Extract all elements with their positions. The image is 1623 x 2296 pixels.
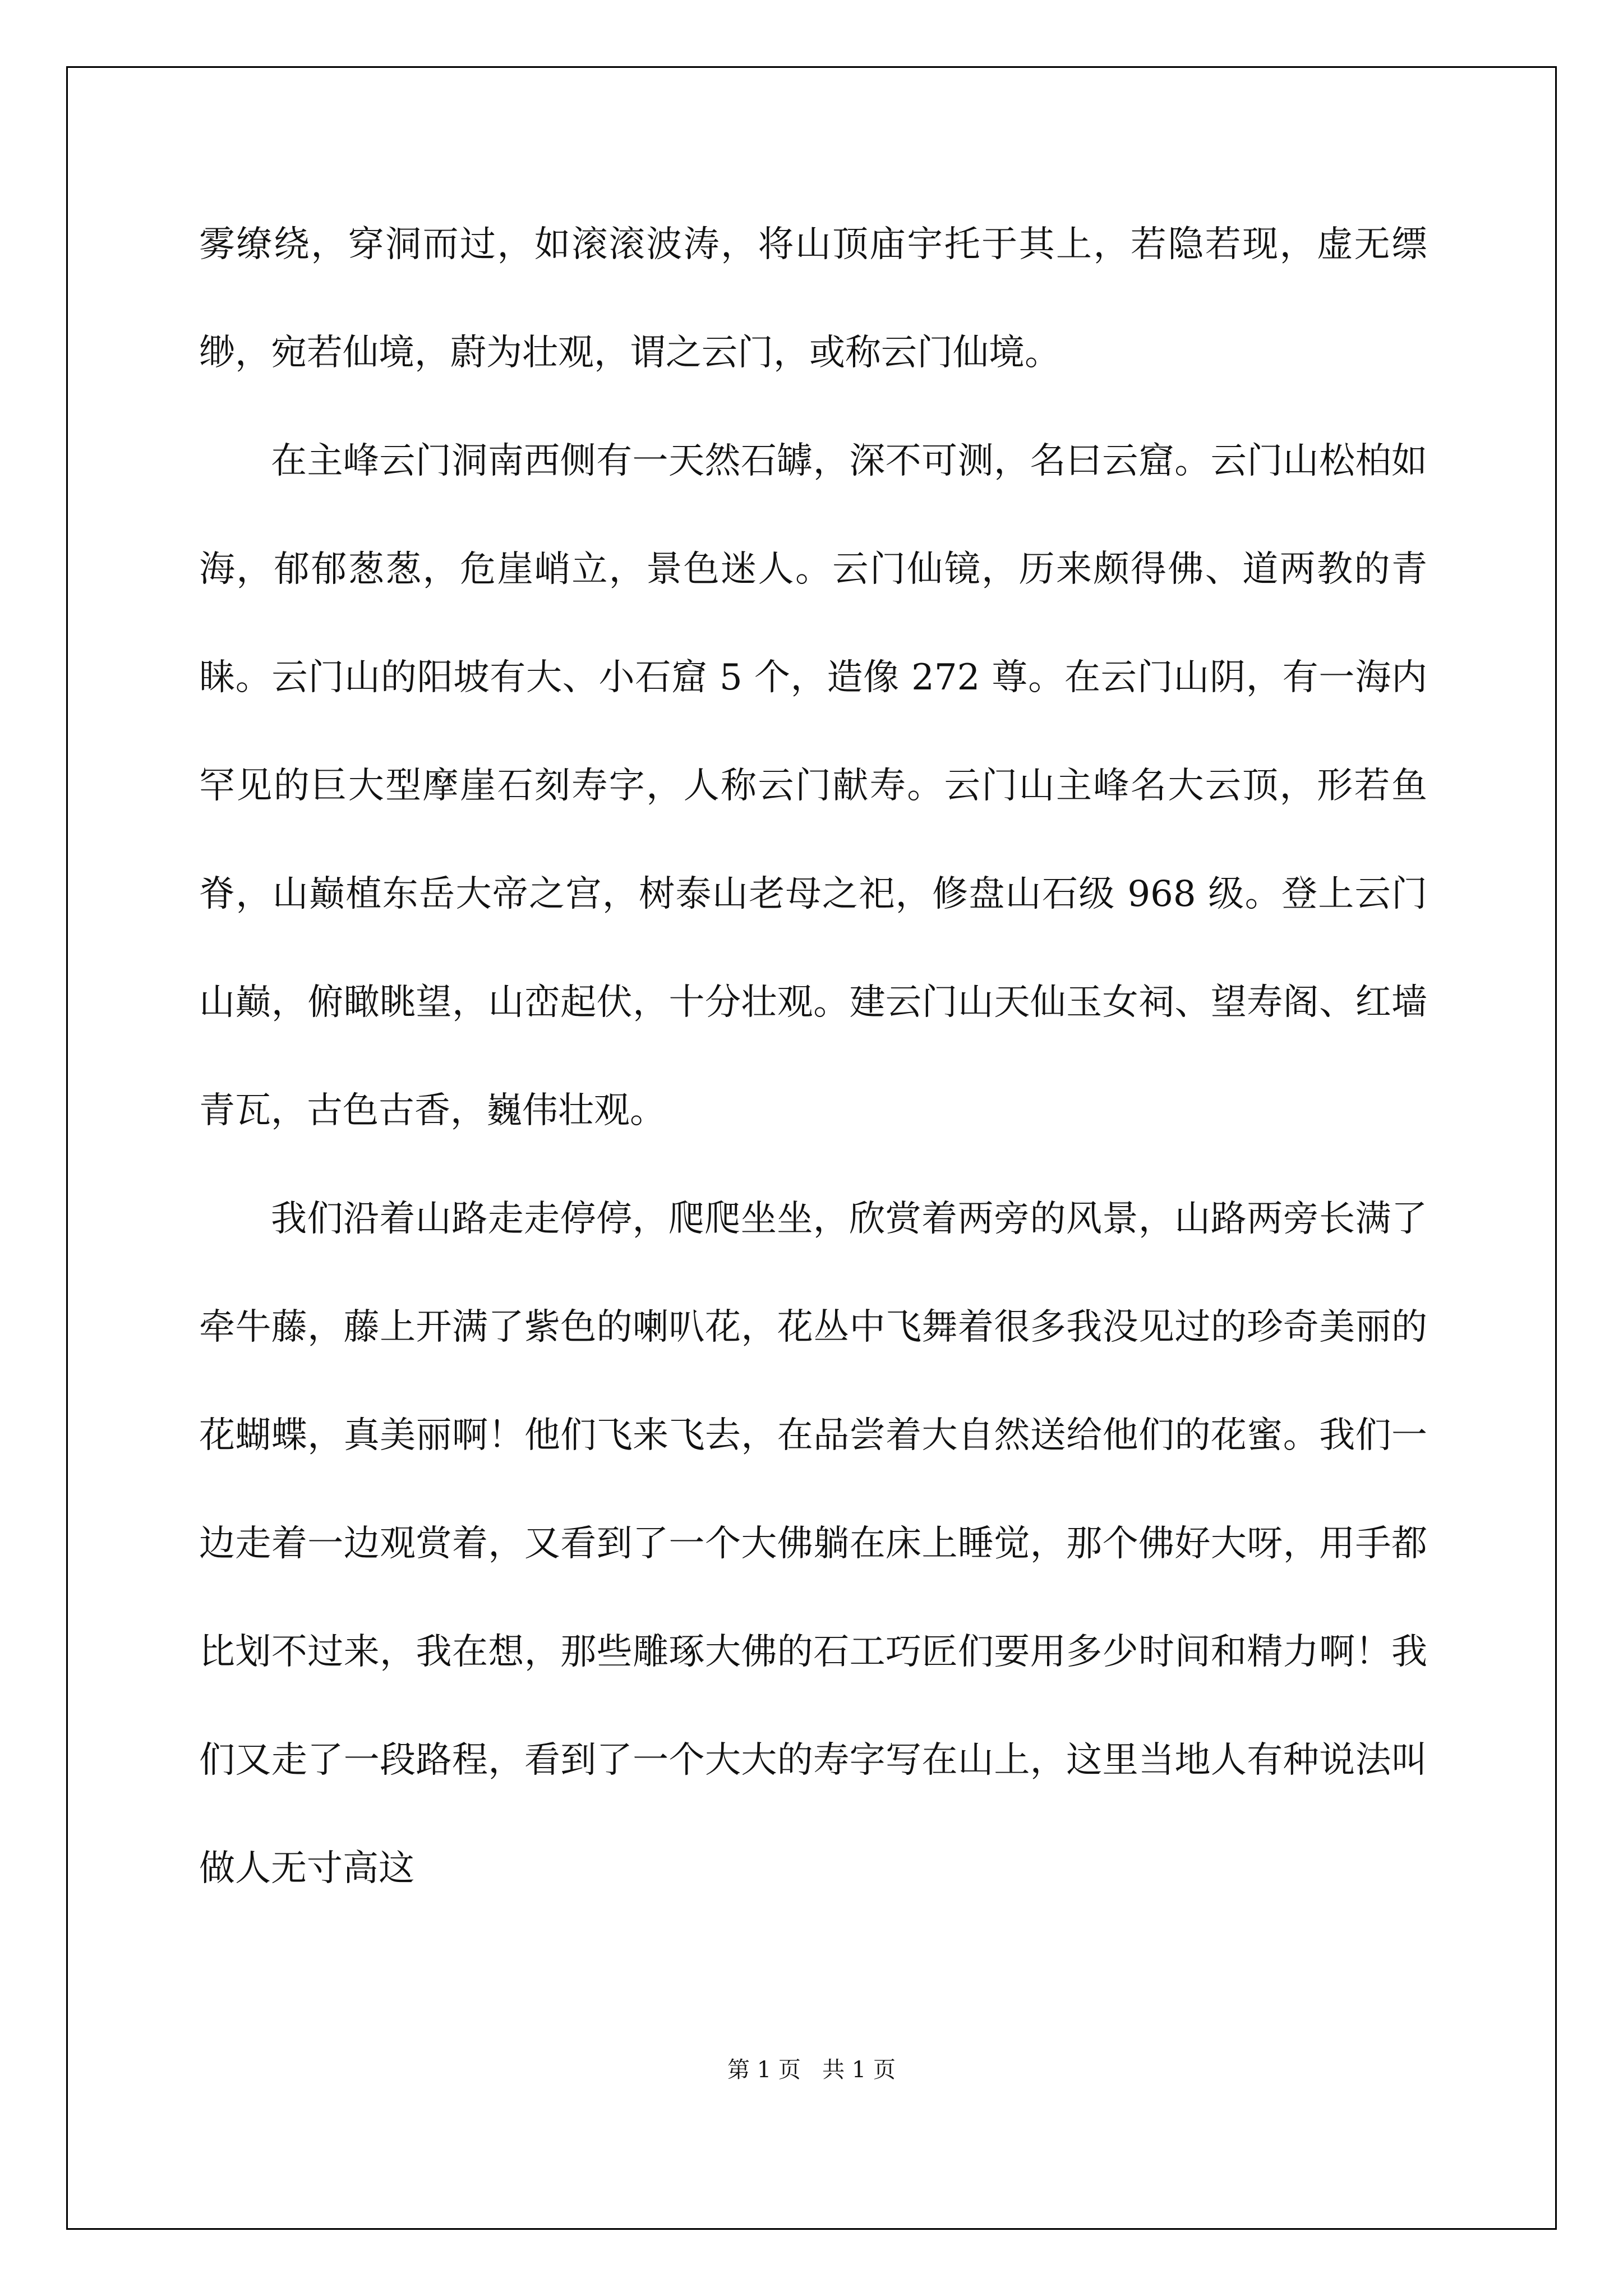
document-body xyxy=(199,191,1427,1923)
paragraph: 雾缭绕，穿洞而过，如滚滚波涛，将山顶庙宇托于其上，若隐若现，虚无缥缈，宛若仙境，蔚为壮观，谓之云门，或称云门仙境。 xyxy=(199,224,1427,374)
page-footer xyxy=(0,2052,1623,2084)
paragraph: 我们沿着山路走走停停，爬爬坐坐，欣赏着两旁的风景，山路两旁长满了牵牛藤，藤上开满了紫色的喇叭花，花丛中飞舞着很多我没见过的珍奇美丽的花蝴蝶，真美丽啊！他们飞来飞去，在品尝着大自然送给他们的花蜜。我们一边走着一边观赏着，又看到了一个大佛躺在床上睡觉，那个佛好大呀，用手都比划不过来，我在想，那些雕琢大佛的石工巧匠们要用多少时间和精力啊！我们又走了一段路程，看到了一个大大的寿字写在山上，这里当地人有种说法叫做人无寸高这 xyxy=(199,1198,1427,1889)
page-total: 共 1 页 xyxy=(822,2057,896,2083)
page-number: 第 1 页 xyxy=(727,2057,801,2083)
paragraph: 在主峰云门洞南西侧有一天然石罅，深不可测，名曰云窟。云门山松柏如海，郁郁葱葱，危崖峭立，景色迷人。云门仙镜，历来颇得佛、道两教的青睐。云门山的阳坡有大、小石窟 5 个，造像 272 尊。在云门山阴，有一海内罕见的巨大型摩崖石刻寿字，人称云门献寿。云门山主峰名大云顶，形若鱼脊，山巅植东岳大帝之宫，树泰山老母之祀，修盘山石级 968 级。登上云门山巅，俯瞰眺望，山峦起伏，十分壮观。建云门山天仙玉女祠、望寿阁、红墙青瓦，古色古香，巍伟壮观。 xyxy=(199,440,1427,1131)
